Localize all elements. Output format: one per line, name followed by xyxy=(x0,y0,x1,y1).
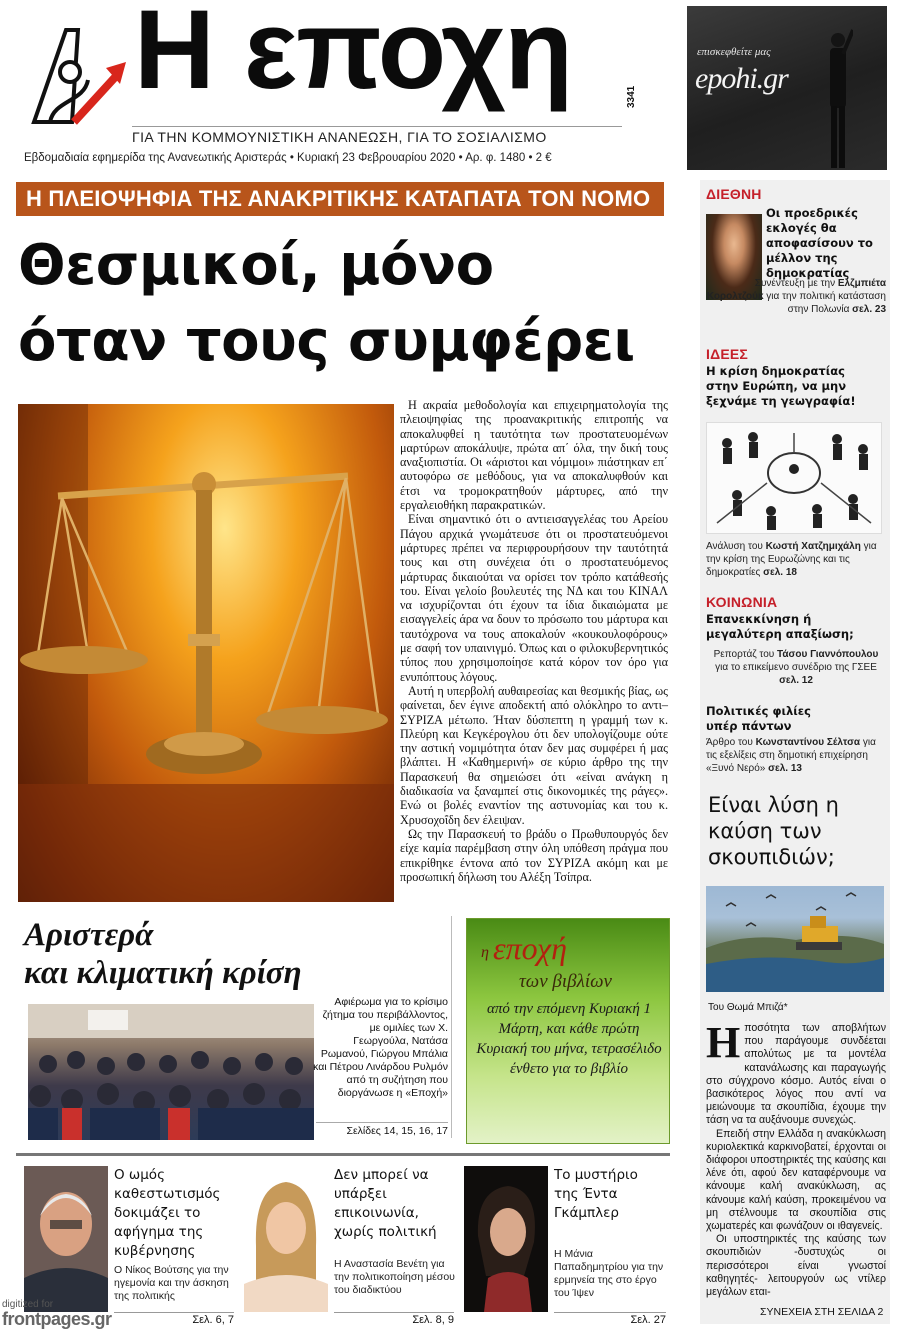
crowd-drawing-illustration xyxy=(706,422,882,534)
landfill-bulldozer-photo xyxy=(706,886,884,992)
illustration-icon xyxy=(707,423,881,533)
portrait-icon xyxy=(24,1166,108,1312)
author-name: Ελζμπιέτα Κορολτζούκ xyxy=(706,278,886,302)
bottom-story-page: Σελ. 6, 7 xyxy=(114,1312,234,1326)
books-logo-sub: των βιβλίων xyxy=(519,971,612,992)
page-ref: σελ. 23 xyxy=(852,304,886,315)
author-name: Κωστή Χατζημιχάλη xyxy=(765,541,861,552)
dateline: Εβδομαδιαία εφημερίδα της Ανανεωτικής Αριστεράς • Κυριακή 23 Φεβρουαρίου 2020 • Αρ. φ. 1480 • 2 € xyxy=(24,152,552,164)
politikes-text xyxy=(706,736,886,775)
headline-line-1: Θεσμικοί, μόνο xyxy=(18,233,494,298)
article-paragraph: Ως την Παρασκευή το βράδυ ο Πρωθυπουργός δεν είχε καμία παρέμβαση στην όλη υπόθεση πράγμα που επικρίθηκε έντονα από τον ΣΥΡΙΖΑ ακόμη και με προσωπική δήλωση του Αλέξη Τσίπρα. xyxy=(400,826,668,884)
books-logo-main: εποχή xyxy=(493,930,567,966)
scales-of-justice-photo xyxy=(18,404,394,902)
text-fragment: Άρθρο του xyxy=(706,737,756,748)
lead-banner: Η ΠΛΕΙΟΨΗΦΙΑ ΤΗΣ ΑΝΑΚΡΙΤΙΚΗΣ ΚΑΤΑΠΑΤΑ ΤΟΝ ΝΟΜΟ xyxy=(16,182,664,216)
scales-icon xyxy=(18,404,394,902)
bottom-story-sub: Η Αναστασία Βενέτη για την πολιτικοποίηση μέσου του διαδικτύου xyxy=(334,1258,455,1296)
digitized-credit xyxy=(2,1300,112,1328)
climate-title-line-2: και κλιματική κρίση xyxy=(24,955,302,991)
text-fragment: για την πολιτική κατάσταση στην Πολωνία xyxy=(763,291,886,315)
conference-audience-photo xyxy=(28,1004,314,1140)
incineration-headline[interactable]: Είναι λύση η καύση των σκουπιδιών; xyxy=(708,793,839,869)
incineration-author: Του Θωμά Μπιζά* xyxy=(708,1002,788,1013)
right-sidebar xyxy=(700,180,890,1324)
bottom-story-page: Σελ. 27 xyxy=(554,1312,666,1326)
article-text: Οι υποστηρικτές της καύσης των σκουπιδιών -δυστυχώς οι περισσότεροι είναι γνωστοί καθηγητές- λειτουργούν ως ντίλερ μεγάλων εται- xyxy=(706,1233,886,1299)
books-supplement-promo[interactable] xyxy=(466,918,670,1144)
bottom-story[interactable] xyxy=(464,1162,670,1324)
climate-title-line-1: Αριστερά xyxy=(24,917,154,953)
section-label-diethni: ΔΙΕΘΝΗ xyxy=(706,186,762,202)
article-paragraph: Είναι σημαντικό ότι ο αντιεισαγγελέας του Αρείου Πάγου αρχικά γνωμάτευσε ότι οι προστατευόμενοι μάρτυρες πρέπει να περιφρουρήσουν την ταυτότητά τους και στη συνέχεια ότι ο προστατευόμενος μάρτυρας δικαιούται να ορίσει τον τρόπο κατάθεσής του. Είναι γελοίο βουλευτές της ΝΔ και του ΚΙΝΑΛ να ισχυρίζονται ότι έχουν τα ίδια δικαιώματα με εισαγγελείς άρα να δουν το πρόσωπο του μάρτυρα και ταυτόχρονα να τους αποκαλούν «κουκουλοφόρους» με σαφή τον υπαινιγμό. Όπως και ο φιλοκυβερνητικός τύπος που χρησιμοποίησε κατά κόρον τον όρο για ενυπόπτους λόγους. xyxy=(400,512,668,684)
bulldozer-icon xyxy=(706,886,884,992)
climate-title xyxy=(24,916,302,992)
author-name: Τάσου Γιαννόπουλου xyxy=(777,649,879,660)
lead-headline[interactable] xyxy=(18,228,658,380)
bottom-stories xyxy=(16,1153,670,1327)
author-name: Κωνσταντίνου Σέλτσα xyxy=(755,737,861,748)
article-text: ποσότητα των αποβλήτων που παράγουμε συνδέεται απολύτως με τα μοντέλα κατανάλωσης και παραγωγής στο σύγχρονο κόσμο. Αυτός είναι ο βασικότερος λόγος που αντί να μειώνουμε τα σκουπίδια, έχουμε την τάση να τα αυξάνουμε συνεχώς. xyxy=(706,1022,886,1127)
climate-description: Αφιέρωμα για το κρίσιμο ζήτημα του περιβάλλοντος, με ομιλίες των Χ. Γεωργούλα, Νατάσα Ρωμανού, Γιώργου Μπάλια και Πέτρου Λινάρδου Ρυλμόν από τη συζήτηση που διοργάνωσε η «Εποχή» xyxy=(313,996,448,1099)
anastasia-veneti-photo xyxy=(244,1166,328,1312)
page-ref: σελ. 12 xyxy=(779,675,813,686)
credit-line-1: digitized for xyxy=(2,1299,54,1310)
bottom-story-page: Σελ. 8, 9 xyxy=(334,1312,454,1326)
books-logo xyxy=(475,923,665,995)
issue-number: 3341 xyxy=(626,85,637,108)
text-fragment: για την κρίση της Ευρωζώνης και τις δημοκρατίες xyxy=(706,541,877,578)
bottom-story-title: Το μυστήριο της Έντα Γκάμπλερ xyxy=(554,1167,638,1221)
politikes-title[interactable]: Πολιτικές φιλίες υπέρ πάντων xyxy=(706,704,811,733)
text-fragment: για τις εξελίξεις στη δημοτική επιχείρηση «Ξυνό Νερό» xyxy=(706,737,876,774)
person-figure-icon xyxy=(823,26,853,170)
drop-cap: Η xyxy=(706,1018,741,1067)
idees-text xyxy=(706,540,886,579)
section-label-idees: ΙΔΕΕΣ xyxy=(706,346,749,362)
portrait-icon xyxy=(464,1166,548,1312)
continue-page-note[interactable]: ΣΥΝΕΧΕΙΑ ΣΤΗ ΣΕΛΙΔΑ 2 xyxy=(760,1306,884,1318)
nikos-voutsis-photo xyxy=(24,1166,108,1312)
bottom-story-sub: Ο Νίκος Βούτσης για την ηγεμονία και την άσκηση της πολιτικής xyxy=(114,1264,229,1302)
lead-article xyxy=(400,398,668,884)
website-promo[interactable] xyxy=(687,6,887,170)
text-fragment: Ανάλυση του xyxy=(706,541,766,552)
page-ref: σελ. 13 xyxy=(768,763,802,774)
koinonia-text xyxy=(706,648,886,687)
text-fragment: Συνέντευξη με την xyxy=(754,278,838,289)
article-text: Επειδή στην Ελλάδα η ανακύκλωση κυριολεκτικά καρκινοβατεί, έρχονται οι διάφοροι υποστηρικτές της καύσης και λένε ότι, αφού δεν καταφέρνουμε να κάνουμε καλή ανακύκλωση, ας κάνουμε καλή καύση, προκειμένου να μη στέλνουμε τα σκουπίδια στις χωματερές και φωνάζουν οι ιθαγενείς. xyxy=(706,1127,886,1233)
portrait-icon xyxy=(244,1166,328,1312)
bottom-story-title: Ο ωμός καθεστωτισμός δοκιμάζει το αφήγημα της κυβέρνησης xyxy=(114,1167,221,1259)
idees-title[interactable]: Η κρίση δημοκρατίας στην Ευρώπη, να μην ξεχνάμε τη γεωγραφία! xyxy=(706,364,856,408)
climate-pages: Σελίδες 14, 15, 16, 17 xyxy=(316,1122,448,1137)
diethni-title[interactable]: Οι προεδρικές εκλογές θα αποφασίσουν το μέλλον της δημοκρατίας xyxy=(766,206,873,280)
article-paragraph: Η ακραία μεθοδολογία και επιχειρηματολογία της πλειοψηφίας της προανακριτικής επιτροπής να αποκαλυφθεί η ταυτότητα των προστατευομένων μαρτύρων αποκάλυψε, πρώτα απ΄ όλα, την δική τους αναξιοπιστία. Οι «άριστοι και νόμιμοι» πιάστηκαν επ΄ αυτοφόρω σε μεθόδους, για να αποκαλυφθούν και έτσι να τρομοκρατηθούν μάρτυρες, από την εργαλειοθήκη παρακρατικών. xyxy=(400,398,668,513)
promo-url[interactable]: epohi.gr xyxy=(695,62,788,95)
mania-papadimitriou-photo xyxy=(464,1166,548,1312)
credit-line-2: frontpages.gr xyxy=(2,1309,112,1329)
pen-logo-icon xyxy=(14,10,134,130)
bottom-story[interactable] xyxy=(244,1162,458,1324)
climate-feature[interactable] xyxy=(16,916,452,1138)
masthead-slogan: ΓΙΑ ΤΗΝ ΚΟΜΜΟΥΝΙΣΤΙΚΗ ΑΝΑΝΕΩΣΗ, ΓΙΑ ΤΟ ΣΟΣΙΑΛΙΣΜΟ xyxy=(132,126,622,145)
promo-visit-text: επισκεφθείτε μας xyxy=(697,46,771,58)
text-fragment: Ρεπορτάζ του xyxy=(713,649,778,660)
books-logo-small: η xyxy=(481,944,489,961)
books-description: από την επόμενη Κυριακή 1 Μάρτη, και κάθε πρώτη Κυριακή του μήνα, τετρασέλιδο ένθετο για το βιβλίο xyxy=(476,1001,662,1077)
newspaper-title: Η εποχη xyxy=(134,0,573,112)
diethni-text xyxy=(706,277,886,316)
section-label-koinonia: ΚΟΙΝΩΝΙΑ xyxy=(706,594,778,610)
masthead xyxy=(14,0,644,175)
article-paragraph: Αυτή η υπερβολή αυθαιρεσίας και θεσμικής βίας, ως φαίνεται, δεν έγινε αποδεκτή από ολόκληρο το αντι–ΣΥΡΙΖΑ μέτωπο. Ήταν δύσπεπτη η γραμμή των κ. Πλεύρη και Κεγκέρογλου ότι δεν υπολογίζουμε ούτε την αστική νομιμότητα όταν δεν μας συμφέρει ή μας βλάπτει. Η «Καθημερινή» σε κύριο άρθρο της την Παρασκευή θα σημειώσει ότι «είναι ανάγκη η διαδικασία να ξαναμπεί στις δικονομικές της ράγες». Ενώ οι βολές εναντίον της αστυνομίας και του κ. Χρυσοχοΐδη δεν έλειψαν. xyxy=(400,683,668,827)
audience-icon xyxy=(28,1004,314,1140)
koinonia-title[interactable]: Επανεκκίνηση ή μεγαλύτερη απαξίωση; xyxy=(706,612,854,641)
incineration-article xyxy=(706,1018,886,1299)
page-ref: σελ. 18 xyxy=(763,567,797,578)
bottom-story-sub: Η Μάνια Παπαδημητρίου για την ερμηνεία της στο έργο του Ίψεν xyxy=(554,1248,664,1299)
bottom-story-title: Δεν μπορεί να υπάρξει επικοινωνία, χωρίς πολιτική xyxy=(334,1167,437,1240)
text-fragment: για το επικείμενο συνέδριο της ΓΣΕΕ xyxy=(715,662,877,673)
headline-line-2: όταν τους συμφέρει xyxy=(18,309,635,374)
